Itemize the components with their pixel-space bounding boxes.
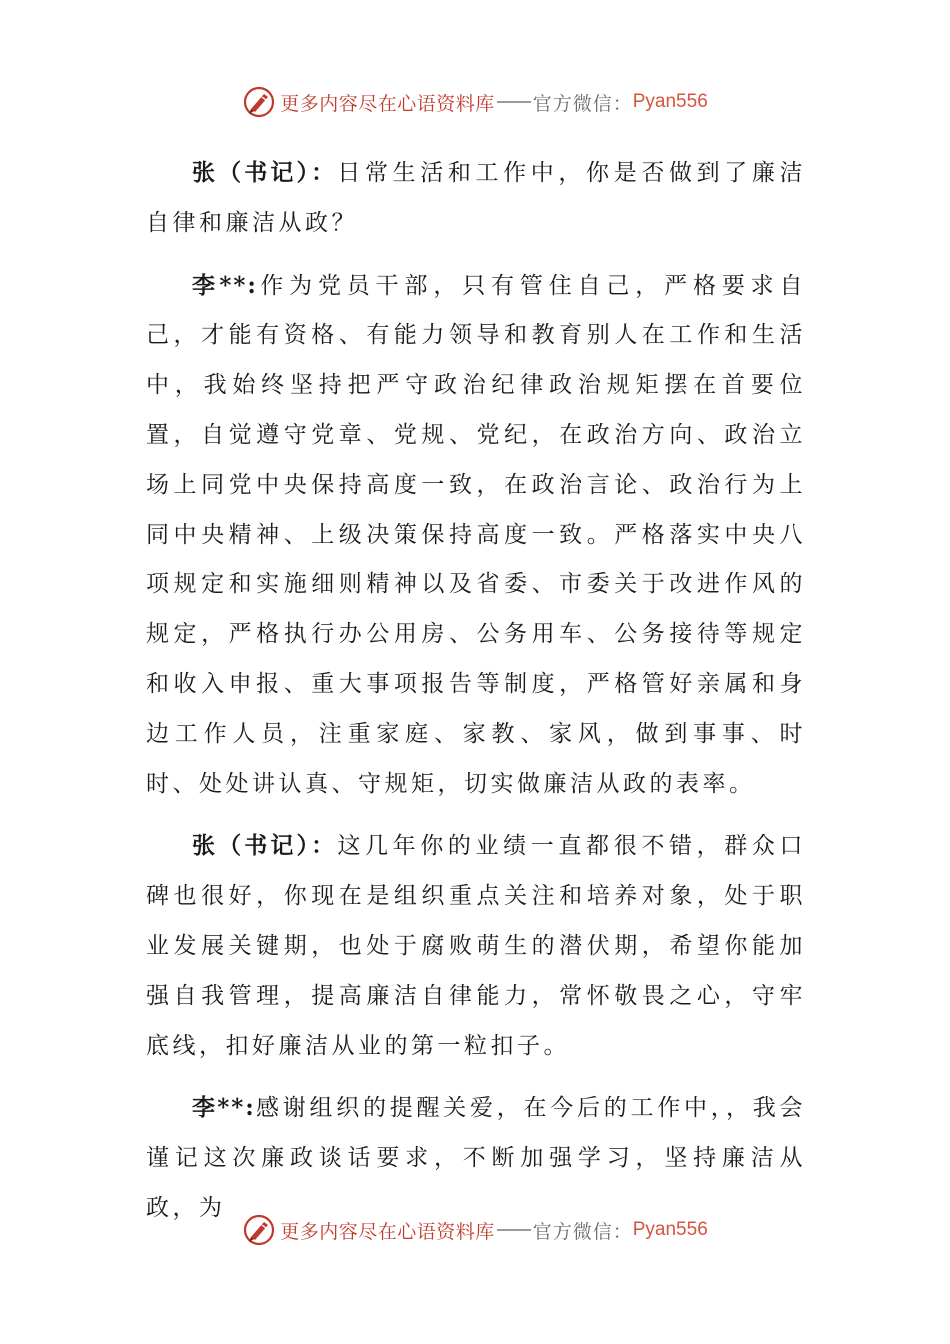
pen-nib-logo-icon <box>242 85 276 119</box>
dialogue-paragraph <box>146 148 806 249</box>
header-banner <box>0 82 950 122</box>
footer-banner <box>0 1210 950 1250</box>
dialogue-paragraph <box>146 821 806 1071</box>
paragraph-text: 作为党员干部，只有管住自己，严格要求自己，才能有资格、有能力领导和教育别人在工作和生活中，我始终坚持把严守政治纪律政治规矩摆在首要位置，自觉遵守党章、党规、党纪，在政治方向、政治立场上同党中央保持高度一致，在政治言论、政治行为上同中央精神、上级决策保持高度一致。严格落实中央八项规定和实施细则精神以及省委、市委关于改进作风的规定，严格执行办公用房、公务用车、公务接待等规定和收入申报、重大事项报告等制度，严格管好亲属和身边工作人员，注重家庭、家教、家风，做到事事、时时、处处讲认真、守规矩，切实做廉洁从政的表率。 <box>146 272 807 797</box>
dialogue-paragraph <box>146 261 806 810</box>
speaker-label: 李**: <box>192 1094 256 1122</box>
speaker-label: 李**: <box>192 271 258 299</box>
banner-wechat-id: Pyan556 <box>632 1219 708 1240</box>
paragraph-text: 感谢组织的提醒关爱，在今后的工作中，，我会谨记这次廉政谈话要求，不断加强学习，坚持廉洁从政，为 <box>146 1095 807 1221</box>
banner-separator <box>497 101 531 103</box>
banner-wechat-label: 官方微信： <box>532 92 633 115</box>
paragraph-text: 日常生活和工作中，你是否做到了廉洁自律和廉洁从政？ <box>146 160 807 236</box>
speaker-label: 张（书记）： <box>192 159 338 186</box>
banner-text: 更多内容尽在心语资料库 <box>280 92 495 115</box>
banner-wechat-id: Pyan556 <box>632 91 708 112</box>
banner-wechat-label: 官方微信： <box>532 1220 633 1243</box>
banner-text: 更多内容尽在心语资料库 <box>280 1220 495 1243</box>
dialogue-content <box>146 148 806 1246</box>
pen-nib-logo-icon <box>242 1213 276 1247</box>
speaker-label: 张（书记）： <box>192 832 338 860</box>
banner-separator <box>497 1229 531 1231</box>
paragraph-text: 这几年你的业绩一直都很不错，群众口碑也很好，你现在是组织重点关注和培养对象，处于职业发展关键期，也处于腐败萌生的潜伏期，希望你能加强自我管理，提高廉洁自律能力，常怀敬畏之心，守牢底线，扣好廉洁从业的第一粒扣子。 <box>146 833 807 1059</box>
